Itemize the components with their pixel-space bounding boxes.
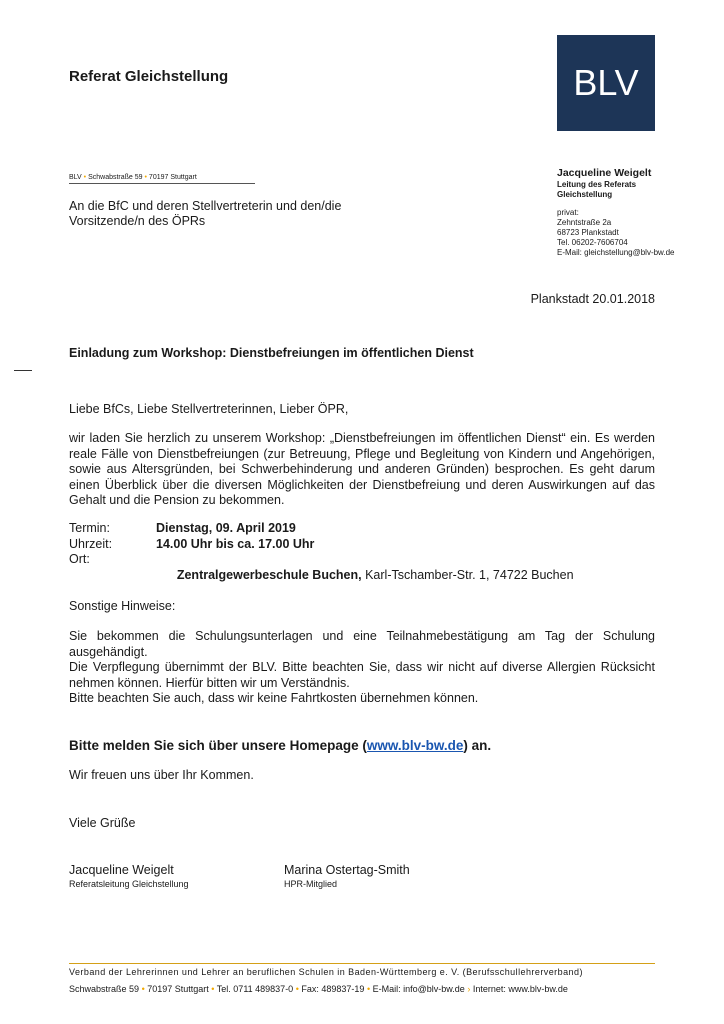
footer-city: 70197 Stuttgart <box>147 984 209 994</box>
page-title: Referat Gleichstellung <box>69 68 229 85</box>
event-time-label: Uhrzeit: <box>69 536 113 551</box>
note-item: Sie bekommen die Schulungsunterlagen und eine Teilnahmebestätigung am Tag der Schulung ausgehändigt. <box>69 629 655 659</box>
event-location-venue: Zentralgewerbeschule Buchen, <box>176 567 362 582</box>
contact-role: Leitung des Referats <box>557 180 637 189</box>
contact-role: Gleichstellung <box>557 190 613 199</box>
signature-name: Jacqueline Weigelt <box>69 863 174 877</box>
contact-city: 68723 Plankstadt <box>557 228 619 237</box>
contact-email: E-Mail: gleichstellung@blv-bw.de <box>557 248 675 257</box>
separator-dot-icon: • <box>141 984 145 994</box>
event-time-row <box>69 537 655 553</box>
closing-salutation: Viele Grüße <box>69 816 136 830</box>
footer-contact-line <box>69 984 655 994</box>
intro-paragraph: wir laden Sie herzlich zu unserem Workshop: „Dienstbefreiungen im öffentlichen Dienst“ ein. Es werden reale Fälle von Dienstbefreiungen (zur Betreuung, Pflege und Begleitung von Kindern und Angehörigen, sowie aus Altersgründen, bei Schwerbehinderung und anderen Gründen) besprochen. Es geht darum einen Überblick über die diversen Möglichkeiten der Dienstbefreiung und deren Auswirkungen auf das Gehalt und die Pension zu bekommen. <box>69 431 655 507</box>
separator-dot-icon: • <box>366 984 371 994</box>
contact-private-label: privat: <box>557 208 579 217</box>
signature-title: Referatsleitung Gleichstellung <box>69 879 189 889</box>
notes-heading: Sonstige Hinweise: <box>69 599 176 613</box>
footer-street: Schwabstraße 59 <box>69 984 140 994</box>
event-date-value: Dienstag, 09. April 2019 <box>156 521 296 535</box>
footer-email: E-Mail: info@blv-bw.de <box>372 984 465 994</box>
event-date-label: Termin: <box>69 521 110 535</box>
note-item: Bitte beachten Sie auch, dass wir keine Fahrtkosten übernehmen können. <box>69 691 479 705</box>
sender-org: BLV <box>69 174 82 181</box>
letter-date: Plankstadt 20.01.2018 <box>530 292 655 306</box>
signature-title: HPR-Mitglied <box>284 879 338 889</box>
contact-street: Zehntstraße 2a <box>557 218 612 227</box>
cta-suffix: ) an. <box>463 738 492 753</box>
sender-return-address <box>69 174 255 184</box>
letter-subject: Einladung zum Workshop: Dienstbefreiungen im öffentlichen Dienst <box>69 346 474 360</box>
addressee-line: An die BfC und deren Stellvertreterin und den/die <box>69 199 342 213</box>
event-date-row <box>69 521 655 537</box>
signature-block <box>284 863 410 890</box>
signature-block <box>69 863 189 890</box>
separator-dot-icon: • <box>83 174 87 181</box>
footer-tel: Tel. 0711 489837-0 <box>216 984 294 994</box>
greeting: Liebe BfCs, Liebe Stellvertreterinnen, Lieber ÖPR, <box>69 402 349 416</box>
contact-block <box>557 167 717 258</box>
footer-fax: Fax: 489837-19 <box>301 984 365 994</box>
event-location-row <box>69 552 655 582</box>
note-item: Die Verpflegung übernimmt der BLV. Bitte beachten Sie, dass wir nicht auf diverse Allergien Rücksicht nehmen können. Hierfür bitten wir um Verständnis. <box>69 660 655 690</box>
homepage-link[interactable]: www.blv-bw.de <box>366 738 464 753</box>
contact-name: Jacqueline Weigelt <box>557 167 652 179</box>
addressee-block <box>69 199 389 229</box>
separator-dot-icon: • <box>295 984 299 994</box>
addressee-line: Vorsitzende/n des ÖPRs <box>69 214 206 228</box>
footer-org-name: Verband der Lehrerinnen und Lehrer an beruflichen Schulen in Baden-Württemberg e. V. (Berufsschullehrerverband) <box>69 967 583 977</box>
footer-internet: Internet: www.blv-bw.de <box>472 984 568 994</box>
fold-mark <box>14 370 32 371</box>
footer-divider <box>69 963 655 964</box>
contact-phone: Tel. 06202-7606704 <box>557 238 628 247</box>
blv-logo <box>557 35 655 131</box>
event-time-value: 14.00 Uhr bis ca. 17.00 Uhr <box>156 536 315 551</box>
event-location-address: Karl-Tschamber-Str. 1, 74722 Buchen <box>361 567 574 582</box>
separator-dot-icon: • <box>144 174 147 181</box>
closing-sentence: Wir freuen uns über Ihr Kommen. <box>69 768 254 782</box>
cta-prefix: Bitte melden Sie sich über unsere Homepage ( <box>69 738 367 753</box>
sender-street: Schwabstraße 59 <box>88 174 143 181</box>
signature-name: Marina Ostertag-Smith <box>284 863 410 877</box>
registration-call <box>69 738 491 753</box>
notes-block <box>69 629 655 707</box>
separator-arrow-icon: › <box>467 984 471 994</box>
logo-text: BLV <box>573 62 639 103</box>
event-location-label: Ort: <box>69 552 90 566</box>
sender-city: 70197 Stuttgart <box>148 174 197 181</box>
event-details <box>69 521 655 582</box>
separator-dot-icon: • <box>211 984 215 994</box>
